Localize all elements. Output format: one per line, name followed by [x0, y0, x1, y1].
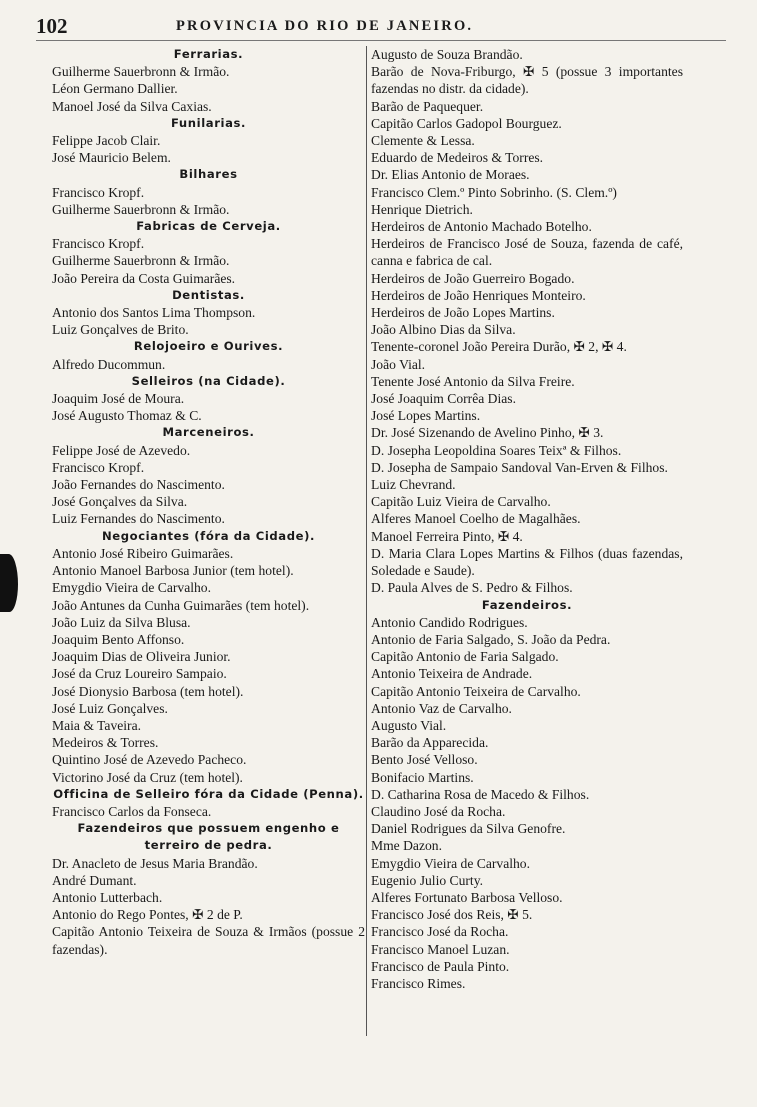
directory-entry: Joaquim Dias de Oliveira Junior. [52, 649, 231, 665]
directory-entry: Bonifacio Martins. [371, 769, 474, 785]
directory-entry: Francisco Rimes. [371, 975, 466, 991]
directory-entry: José Augusto Thomaz & C. [52, 408, 202, 424]
directory-entry: Victorino José da Cruz (tem hotel). [52, 769, 243, 785]
directory-entry: Francisco Kropf. [52, 459, 145, 475]
directory-entry: Capitão Antonio Teixeira de Souza & Irmãos (possue 2 fazendas). [52, 924, 365, 957]
directory-entry: D. Maria Clara Lopes Martins & Filhos (duas fazendas, Soledade e Saude). [371, 545, 683, 579]
directory-entry: Herdeiros de João Lopes Martins. [371, 305, 555, 321]
directory-entry: Tenente José Antonio da Silva Freire. [371, 373, 575, 389]
directory-entry: Antonio Candido Rodrigues. [371, 614, 528, 630]
directory-entry: Antonio Lutterbach. [52, 889, 163, 905]
directory-entry: José Dionysio Barbosa (tem hotel). [52, 683, 244, 699]
directory-entry: Antonio José Ribeiro Guimarães. [52, 545, 234, 561]
directory-entry: Felippe Jacob Clair. [52, 133, 161, 149]
directory-entry: Herdeiros de João Henriques Monteiro. [371, 287, 586, 303]
directory-entry: Barão de Nova-Friburgo, ✠ 5 (possue 3 importantes fazendas no distr. da cidade). [371, 64, 683, 97]
directory-entry: Herdeiros de Francisco José de Souza, fazenda de café, canna e fabrica de cal. [371, 236, 683, 269]
directory-entry: Felippe José de Azevedo. [52, 442, 191, 458]
directory-entry: Maia & Taveira. [52, 717, 142, 733]
directory-entry: Manoel Ferreira Pinto, ✠ 4. [371, 528, 523, 544]
directory-entry: Capitão Luiz Vieira de Carvalho. [371, 494, 551, 510]
directory-entry: Eugenio Julio Curty. [371, 872, 484, 888]
directory-entry: André Dumant. [52, 872, 137, 888]
directory-entry: Herdeiros de João Guerreiro Bogado. [371, 270, 575, 286]
section-heading: Funilarias. [170, 115, 247, 130]
section-heading: Marceneiros. [162, 425, 255, 440]
directory-entry: José Mauricio Belem. [52, 150, 171, 166]
directory-entry: Herdeiros de Antonio Machado Botelho. [371, 219, 592, 235]
directory-entry: José Joaquim Corrêa Dias. [371, 391, 516, 407]
directory-entry: Antonio dos Santos Lima Thompson. [52, 305, 256, 321]
left-column [52, 46, 365, 958]
right-column [371, 46, 683, 992]
column-divider [366, 46, 367, 1036]
directory-entry: João Antunes da Cunha Guimarães (tem hotel). [52, 597, 310, 613]
directory-entry: D. Josepha de Sampaio Sandoval Van-Erven & Filhos. [371, 459, 668, 475]
directory-entry: Francisco Kropf. [52, 236, 145, 252]
directory-entry: José Gonçalves da Silva. [52, 494, 188, 510]
directory-entry: José Luiz Gonçalves. [52, 700, 168, 716]
directory-entry: Capitão Antonio Teixeira de Carvalho. [371, 683, 581, 699]
directory-entry: João Luiz da Silva Blusa. [52, 614, 191, 630]
directory-entry: Luiz Gonçalves de Brito. [52, 322, 189, 338]
directory-entry: Antonio Vaz de Carvalho. [371, 700, 512, 716]
directory-entry: Alferes Fortunato Barbosa Velloso. [371, 889, 563, 905]
section-heading: Fazendeiros. [481, 597, 573, 612]
directory-entry: Daniel Rodrigues da Silva Genofre. [371, 821, 566, 837]
directory-entry: Dr. Elias Antonio de Moraes. [371, 167, 530, 183]
directory-entry: Dr. José Sizenando de Avelino Pinho, ✠ 3. [371, 425, 604, 441]
section-heading: Fabricas de Cerveja. [136, 219, 281, 234]
directory-entry: Francisco Kropf. [52, 184, 145, 200]
directory-entry: Francisco José dos Reis, ✠ 5. [371, 907, 533, 923]
directory-entry: Alferes Manoel Coelho de Magalhães. [371, 511, 581, 527]
running-title: PROVINCIA DO RIO DE JANEIRO. [176, 18, 474, 34]
directory-entry: Luiz Chevrand. [371, 477, 456, 493]
directory-entry: Guilherme Sauerbronn & Irmão. [52, 201, 230, 217]
directory-entry: Guilherme Sauerbronn & Irmão. [52, 64, 230, 80]
section-heading: Relojoeiro e Ourives. [133, 339, 284, 354]
directory-entry: Eduardo de Medeiros & Torres. [371, 150, 544, 166]
directory-entry: Capitão Carlos Gadopol Bourguez. [371, 115, 562, 131]
directory-entry: Antonio Teixeira de Andrade. [371, 666, 533, 682]
section-heading: Officina de Selleiro fóra da Cidade (Penna). [53, 786, 364, 801]
directory-entry: Emygdio Vieira de Carvalho. [52, 580, 211, 596]
directory-entry: Emygdio Vieira de Carvalho. [371, 855, 530, 871]
directory-entry: Alfredo Ducommun. [52, 356, 166, 372]
directory-entry: Dr. Anacleto de Jesus Maria Brandão. [52, 855, 258, 871]
directory-entry: D. Paula Alves de S. Pedro & Filhos. [371, 580, 573, 596]
page-header [36, 14, 726, 41]
page-number: 102 [36, 14, 68, 38]
directory-entry: Henrique Dietrich. [371, 201, 473, 217]
directory-entry: Clemente & Lessa. [371, 133, 475, 149]
directory-entry: Antonio de Faria Salgado, S. João da Pedra. [371, 631, 611, 647]
directory-entry: Claudino José da Rocha. [371, 803, 506, 819]
directory-entry: Antonio Manoel Barbosa Junior (tem hotel). [52, 563, 294, 579]
directory-entry: Francisco Carlos da Fonseca. [52, 803, 212, 819]
directory-entry: Antonio do Rego Pontes, ✠ 2 de P. [52, 907, 243, 923]
directory-entry: Francisco Clem.º Pinto Sobrinho. (S. Clem.º) [371, 184, 617, 200]
directory-entry: D. Catharina Rosa de Macedo & Filhos. [371, 786, 590, 802]
page-edge-mark [0, 554, 18, 612]
directory-entry: João Albino Dias da Silva. [371, 322, 516, 338]
directory-entry: Luiz Fernandes do Nascimento. [52, 511, 225, 527]
directory-entry: João Fernandes do Nascimento. [52, 477, 225, 493]
directory-entry: Barão da Apparecida. [371, 735, 489, 751]
section-heading: Ferrarias. [173, 47, 244, 61]
directory-entry: José Lopes Martins. [371, 408, 481, 424]
directory-entry: Francisco José da Rocha. [371, 924, 509, 940]
directory-entry: Francisco de Paula Pinto. [371, 958, 510, 974]
section-heading: Bilhares [179, 167, 238, 182]
section-heading: Dentistas. [172, 287, 245, 302]
directory-entry: Manoel José da Silva Caxias. [52, 98, 212, 114]
directory-entry: João Pereira da Costa Guimarães. [52, 270, 236, 286]
directory-entry: Barão de Paquequer. [371, 98, 484, 114]
section-heading: Selleiros (na Cidade). [131, 373, 286, 388]
directory-entry: Capitão Antonio de Faria Salgado. [371, 649, 559, 665]
directory-entry: Bento José Velloso. [371, 752, 478, 768]
section-heading: Fazendeiros que possuem engenho e terreiro de pedra. [77, 821, 340, 853]
directory-entry: Guilherme Sauerbronn & Irmão. [52, 253, 230, 269]
directory-entry: Medeiros & Torres. [52, 735, 159, 751]
directory-entry: Augusto Vial. [371, 717, 447, 733]
directory-entry: Mme Dazon. [371, 838, 442, 854]
directory-entry: Joaquim Bento Affonso. [52, 631, 185, 647]
directory-entry: Joaquim José de Moura. [52, 391, 185, 407]
directory-entry: Augusto de Souza Brandão. [371, 47, 523, 62]
directory-entry: Léon Germano Dallier. [52, 81, 178, 97]
directory-entry: D. Josepha Leopoldina Soares Teixª & Filhos. [371, 442, 622, 458]
directory-entry: Francisco Manoel Luzan. [371, 941, 510, 957]
section-heading: Negociantes (fóra da Cidade). [101, 528, 315, 543]
directory-entry: Tenente-coronel João Pereira Durão, ✠ 2, ✠ 4. [371, 339, 627, 355]
directory-entry: João Vial. [371, 356, 426, 372]
directory-entry: Quintino José de Azevedo Pacheco. [52, 752, 247, 768]
directory-entry: José da Cruz Loureiro Sampaio. [52, 666, 227, 682]
